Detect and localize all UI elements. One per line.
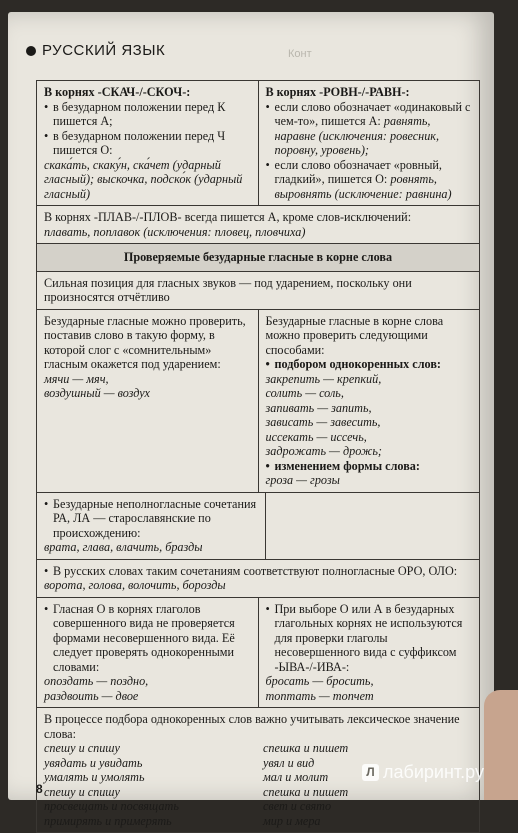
examples: ровнять, выровнять (исключение: равнина) [274,172,452,201]
row-pleophony-left [36,493,480,560]
row-strong-position [36,272,480,310]
row-plav [36,206,480,244]
word-pair: просвещать и посвящать [44,799,179,813]
cell-rovn [258,81,480,205]
list-item: • в безударном положении перед Ч пишется О: [44,129,251,158]
list-item [266,158,473,202]
example-line: опоздать — поздно, [44,674,149,688]
examples: скака́ть, скаку́н, ска́чет (ударный гласный); выскочка, подско́к (ударный гласный) [44,157,243,201]
rule-list [44,497,258,541]
word-pairs-right [263,741,472,828]
examples: плавать, поплавок (исключения: пловец, пловчиха) [44,224,306,239]
list-item: • В русских словах таким сочетаниям соответствуют полногласные ОРО, ОЛО: [44,564,472,579]
bullet-dot-icon [26,46,36,56]
example-line: солить — соль, [265,386,344,400]
cell-oro-olo [37,560,479,597]
word-pair: спешка и пишет [263,784,349,799]
list-item: • в безударном положении перед К пишется А; [44,100,251,129]
word-pair: примирять и примерять [44,813,172,828]
row-pleophony [36,560,480,598]
strong-position-text: Сильная позиция для гласных звуков — под ударением, поскольку они произносятся отчётливо [44,275,412,304]
rule-text: Безударные гласные можно проверить, поставив слово в такую форму, в которой слог с «сомнительным» гласным окажется под ударением: [44,313,246,371]
empty-cell [265,493,480,559]
thumb-photo-detail [484,690,518,800]
examples: равнять, наравне (исключения: ровесник, поровну, уровень); [274,114,440,157]
rule-list [44,602,251,675]
watermark-text: лабиринт.ру [383,762,484,782]
rule-text: В корнях -ПЛАВ-/-ПЛОВ- всегда пишется А, кроме слов-исключений: [44,210,412,224]
list-item: • При выборе О или А в безударных глагольных корнях не используются для проверки глаголы несовершенного вида с суффиксом -ЫВА-/-ИВА-: [266,602,473,675]
cell-skach [37,81,258,205]
row-skach-rovn [36,80,480,206]
row-checking [36,310,480,493]
row-verbs [36,598,480,709]
watermark [362,762,484,783]
example-line: зависать — завесить, [265,415,381,429]
method-item: • изменением формы слова: [266,459,473,474]
word-pair: спешу и спишу [44,741,120,755]
word-pair: мир и мера [263,813,321,828]
item-text: если слово обозначает «ровный, гладкий», пишется О: [274,157,442,186]
rule-list [266,602,473,675]
example-line: воздушный — воздух [44,386,150,400]
word-pair: мал и молит [263,770,329,784]
method-list [266,459,473,474]
labirint-logo-icon: Л [362,764,379,781]
list-item: • Безударные неполногласные сочетания РА, ЛА — старославянские по происхождению: [44,497,258,541]
example-line: бросать — бросить, [265,674,374,688]
example-line: иссекать — иссечь, [265,429,367,444]
header-title: РУССКИЙ ЯЗЫК [42,42,166,59]
list-item [266,100,473,158]
rule-text: В процессе подбора однокоренных слов важно учитывать лексическое значение слова: [44,712,460,741]
word-pair: спешу и спишу [44,784,120,799]
example-line: гроза — грозы [265,473,340,487]
rules-table [36,80,480,833]
word-pair: увял и вид [263,755,315,770]
word-pair: увядать и увидать [44,755,143,770]
word-pairs [44,741,472,828]
example-line: мячи — мяч, [44,371,109,386]
rule-title: В корнях -СКАЧ-/-СКОЧ-: [44,85,191,99]
word-pair: умалять и умолять [44,770,145,784]
page-number: 8 [36,782,43,796]
example-line: раздвоить — двое [44,688,139,703]
rule-list [44,564,472,579]
rule-list [266,100,473,202]
example-line: задрожать — дрожь; [265,444,382,458]
item-text: если слово обозначает «одинаковый с чем-то», пишется А: [274,99,471,128]
examples: врата, глава, влачить, бразды [44,540,203,554]
method-list [266,357,473,372]
rule-title: В корнях -РОВН-/-РАВН-: [265,85,410,99]
row-section-title [36,244,480,272]
rule-list [44,100,251,158]
example-line: запивать — запить, [265,400,372,415]
cell-ra-la [37,493,265,559]
list-item: • Гласная О в корнях глаголов совершенного вида не проверяется формами несовершенного вида. Её следует проверять однокоренными словами: [44,602,251,675]
section-header [26,42,165,59]
cell-perfective [37,598,258,708]
book-page [8,12,494,828]
example-line: топтать — топчет [265,688,374,703]
word-pair: свет и свято [263,799,332,813]
bleed-through-text: Конт [288,48,312,60]
examples: ворота, голова, волочить, борозды [44,578,226,592]
word-pairs-left [44,741,253,828]
method-item: • подбором однокоренных слов: [266,357,473,372]
example-line: закрепить — крепкий, [265,371,382,386]
cell-checking-right [258,310,480,492]
section-title: Проверяемые безударные гласные в корне слова [123,250,393,264]
cell-checking-left [37,310,258,492]
word-pair: спешка и пишет [263,741,349,755]
cell-imperfective [258,598,480,708]
cell-plav [37,206,418,243]
rule-text: Безударные гласные в корне слова можно проверить следующими способами: [265,313,444,357]
